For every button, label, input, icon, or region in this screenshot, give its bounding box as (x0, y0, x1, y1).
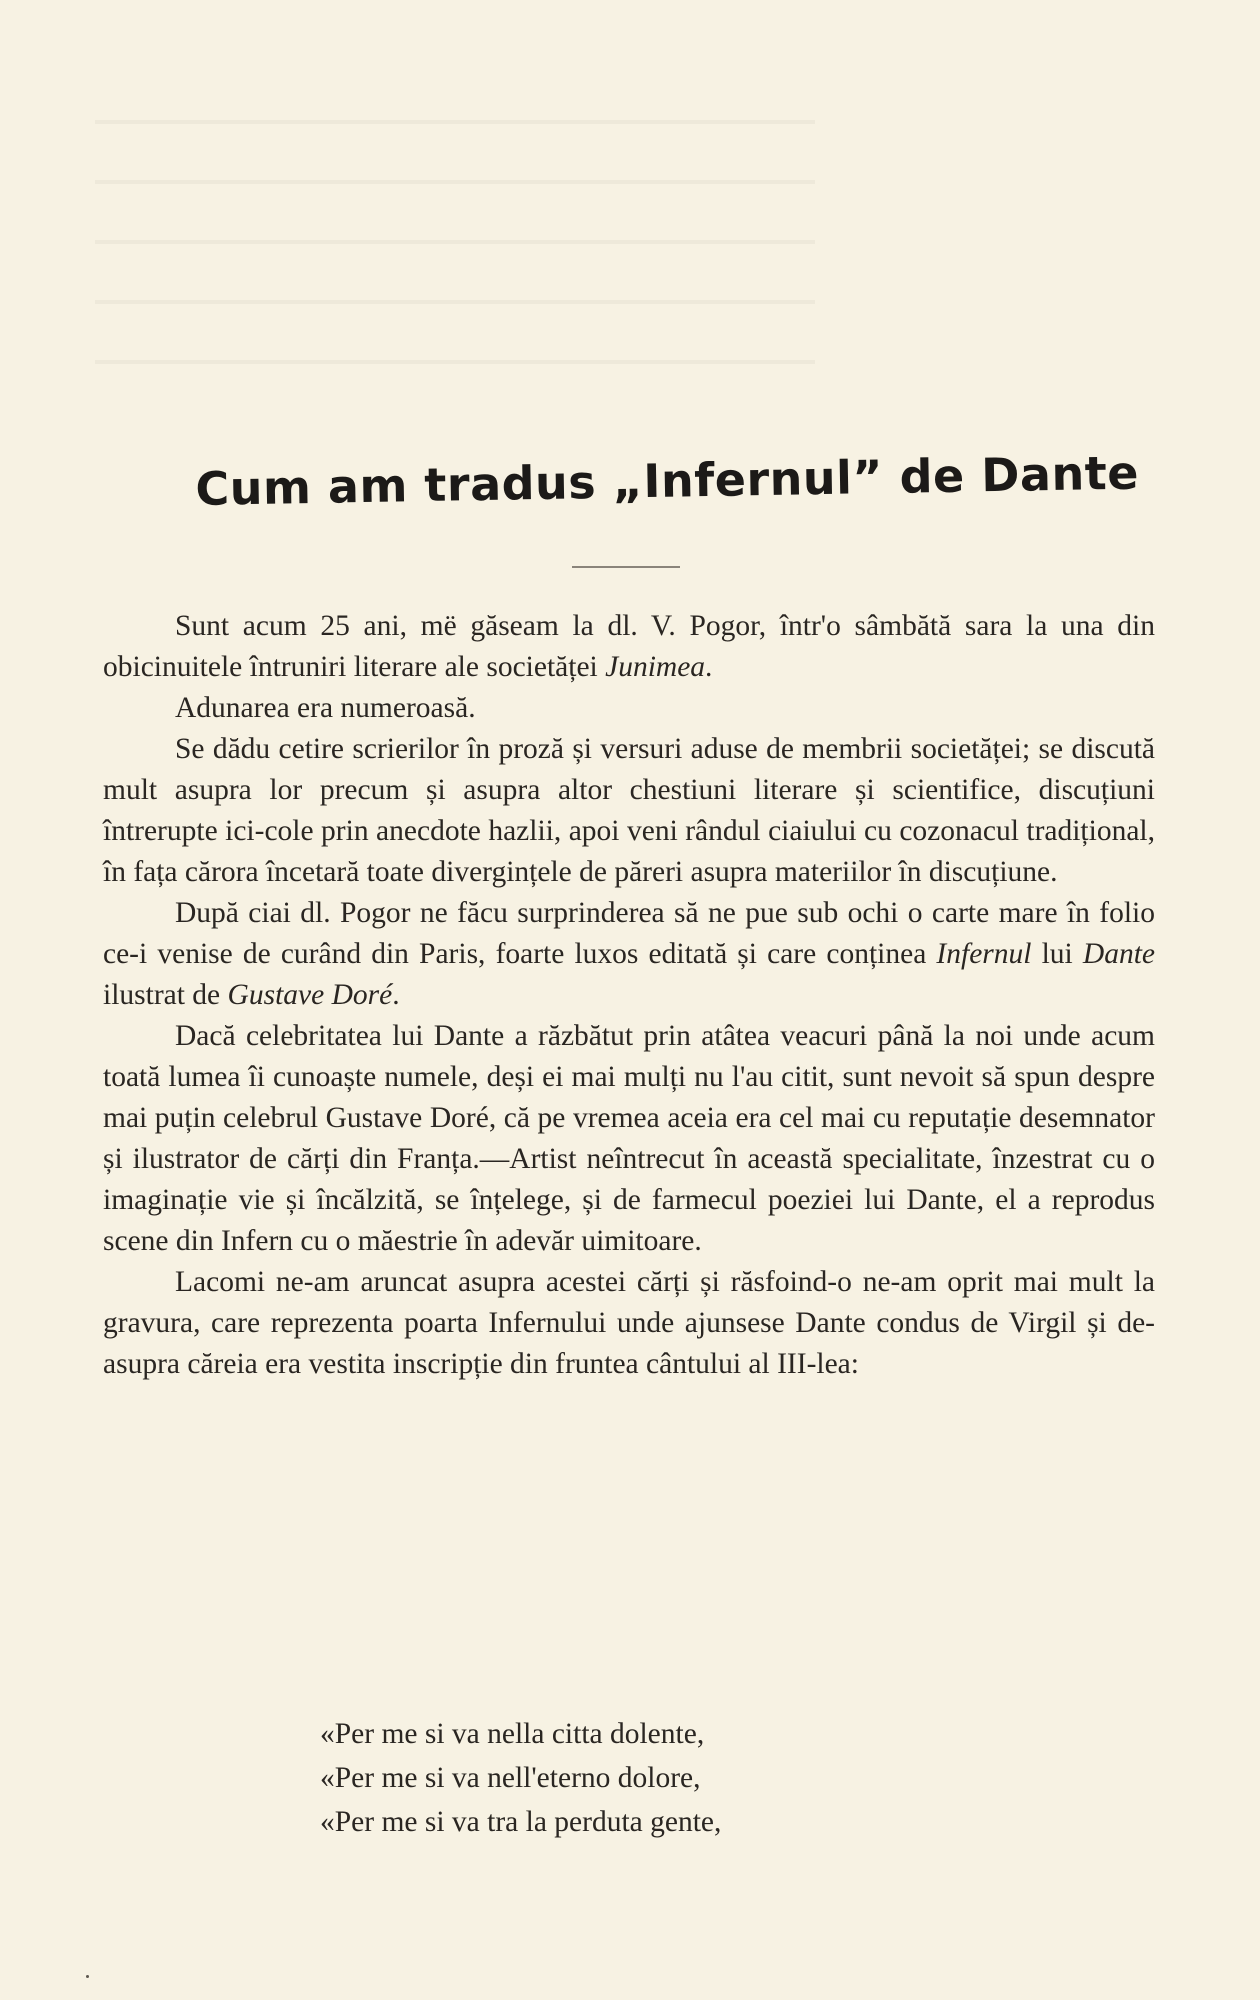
chapter-title: Cum am tradus „Infernul” de Dante (195, 445, 1140, 516)
paragraph-4-text-c: ilustrat de (103, 979, 228, 1011)
paragraph-1 (103, 606, 1155, 688)
paragraph-2 (103, 688, 1155, 729)
society-name-italic: Junimea (605, 651, 706, 683)
ink-speck (86, 1975, 89, 1978)
paragraph-3-text: Se dădu cetire scrierilor în proză și versuri aduse de membrii societăței; se discută mult asupra lor precum și asupra altor chestiuni literare și scientifice, discuțiuni întrerupte ici-cole prin anecdote hazlii, apoi veni rândul ciaiului cu cozonacul tradițional, în fața cărora încetară toate divergințele de păreri asupra materiilor în discuțiune. (103, 733, 1155, 888)
verse-line: «Per me si va nell'eterno dolore, (320, 1762, 701, 1794)
show-through-text (95, 80, 815, 400)
paragraph-3 (103, 729, 1155, 893)
paragraph-1-end: . (705, 651, 713, 683)
paragraph-6-text: Lacomi ne-am aruncat asupra acestei cărți și răsfoind-o ne-am oprit mai mult la gravura, care reprezenta poarta Infernului unde ajunsese Dante condus de Virgil și de-asupra căreia era vestita inscripție din fruntea cântului al III-lea: (103, 1266, 1155, 1380)
author-name-italic: Dante (1082, 938, 1155, 970)
title-divider (572, 566, 680, 568)
paragraph-4-end: . (392, 979, 400, 1011)
paragraph-2-text: Adunarea era numeroasă. (175, 692, 476, 724)
verse-block (320, 1712, 721, 1844)
paragraph-5 (103, 1016, 1155, 1262)
paragraph-4 (103, 893, 1155, 1016)
verse-line: «Per me si va tra la perduta gente, (320, 1806, 722, 1838)
paragraph-1-text: Sunt acum 25 ani, më găseam la dl. V. Pogor, într'o sâmbătă sara la una din obicinuitele întruniri literare ale societăței (103, 610, 1155, 683)
paragraph-6 (103, 1262, 1155, 1385)
illustrator-name-italic: Gustave Doré (227, 979, 393, 1011)
paragraph-4-text-b: lui (1031, 938, 1083, 970)
body-text (103, 606, 1155, 1385)
paragraph-5-text: Dacă celebritatea lui Dante a răzbătut prin atâtea veacuri până la noi unde acum toată lumea îi cunoaște numele, deși ei mai mulți nu l'au citit, sunt nevoit să spun despre mai puțin celebrul Gustave Doré, că pe vremea aceia era cel mai cu reputație desemnator și ilustrator de cărți din Franța.—Artist neîntrecut în această specialitate, înzestrat cu o imaginație vie și încălzită, se înțelege, și de farmecul poeziei lui Dante, el a reprodus scene din Infern cu o măestrie în adevăr uimitoare. (103, 1020, 1155, 1257)
verse-line: «Per me si va nella citta dolente, (320, 1718, 705, 1750)
paragraph-4-text: După ciai dl. Pogor ne făcu surprinderea să ne pue sub ochi o carte mare în folio ce-i venise de curând din Paris, foarte luxos editată și care conținea (103, 897, 1155, 970)
work-title-italic: Infernul (936, 938, 1032, 970)
